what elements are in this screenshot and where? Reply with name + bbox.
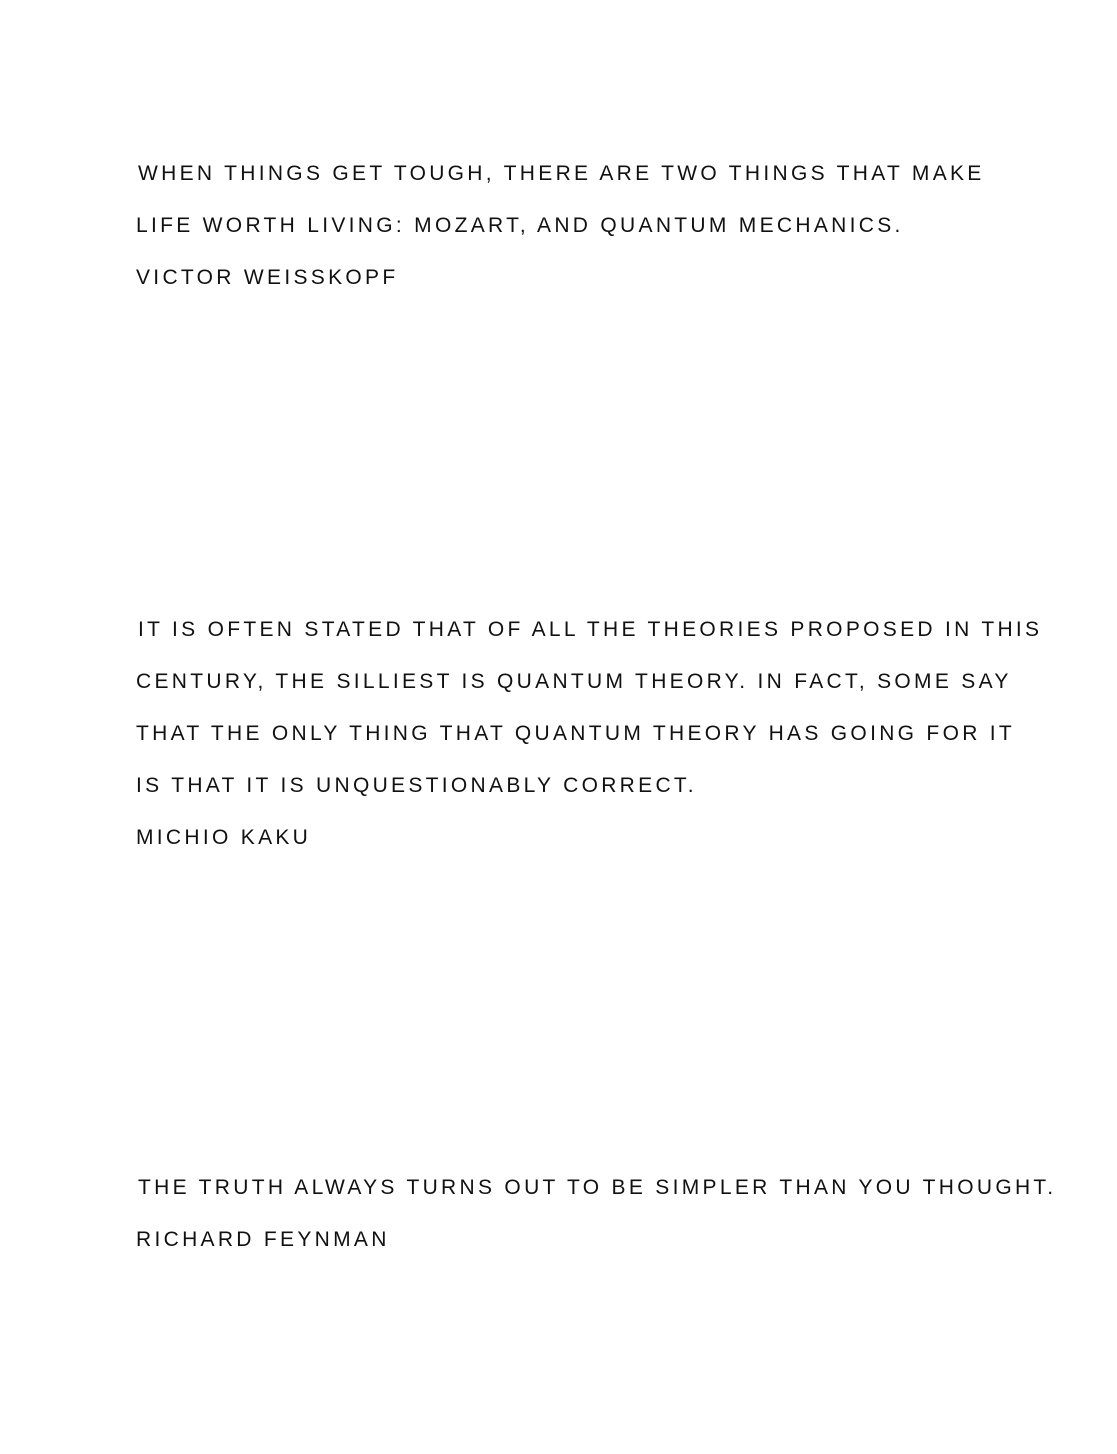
quote-author: MICHIO KAKU xyxy=(136,826,312,849)
quote-author: VICTOR WEISSKOPF xyxy=(136,266,399,289)
quote-line: THE TRUTH ALWAYS TURNS OUT TO BE SIMPLER THAN YOU THOUGHT. xyxy=(138,1176,1057,1199)
quote-line: IS THAT IT IS UNQUESTIONABLY CORRECT. xyxy=(136,774,697,797)
quote-block xyxy=(136,148,1096,304)
quote-line: WHEN THINGS GET TOUGH, THERE ARE TWO THINGS THAT MAKE xyxy=(138,162,985,185)
quote-block xyxy=(136,604,1096,864)
quote-line: LIFE WORTH LIVING: MOZART, AND QUANTUM MECHANICS. xyxy=(136,214,904,237)
quote-line: IT IS OFTEN STATED THAT OF ALL THE THEORIES PROPOSED IN THIS xyxy=(138,618,1043,641)
quote-block xyxy=(136,1162,1096,1266)
quote-line: THAT THE ONLY THING THAT QUANTUM THEORY HAS GOING FOR IT xyxy=(136,722,1016,745)
quote-author: RICHARD FEYNMAN xyxy=(136,1228,390,1251)
quote-line: CENTURY, THE SILLIEST IS QUANTUM THEORY. IN FACT, SOME SAY xyxy=(136,670,1012,693)
